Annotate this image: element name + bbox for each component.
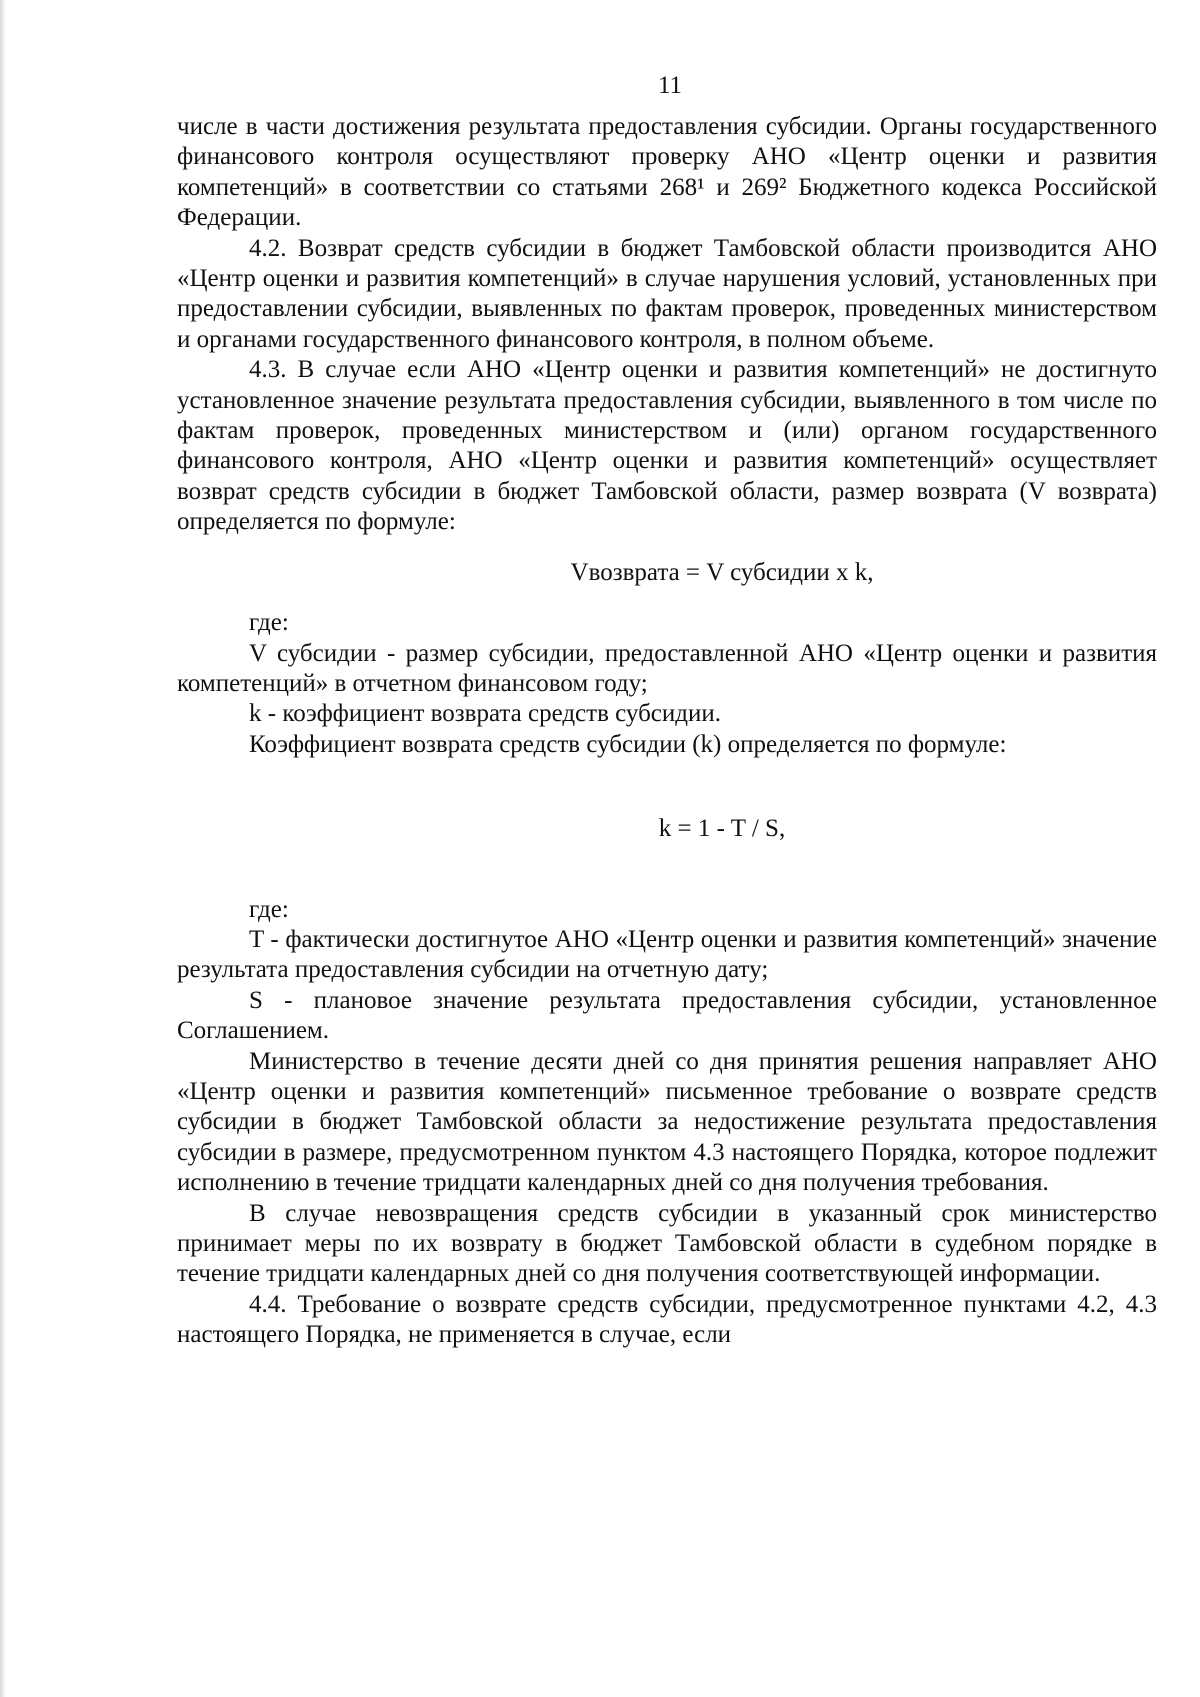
definition-t: T - фактически достигнутое АНО «Центр оценки и развития компетенций» значение результата предоставления субсидии на отчетную дату;: [177, 925, 1157, 984]
formula-return-amount: Vвозврата = V субсидии x k,: [570, 558, 874, 586]
paragraph-4-3: 4.3. В случае если АНО «Центр оценки и развития компетенций» не достигнуто установленное значение результата предоставления субсидии, выявленного в том числе по фактам проверок, проведенных министерством и (или) органом государственного финансового контроля, АНО «Центр оценки и развития компетенций» осуществляет возврат средств субсидии в бюджет Тамбовской области, размер возврата (V возврата) определяется по формуле:: [177, 356, 1157, 536]
definition-k: k - коэффициент возврата средств субсидии.: [249, 700, 721, 728]
document-body: [177, 112, 1157, 1351]
paragraph-non-return: В случае невозвращения средств субсидии в указанный срок министерство принимает меры по их возврату в бюджет Тамбовской области в судебном порядке в течение тридцати календарных дней со дня получения соответствующей информации.: [177, 1199, 1157, 1288]
page-number: 11: [657, 72, 683, 99]
where-label-2: где:: [249, 895, 289, 923]
k-formula-intro: Коэффициент возврата средств субсидии (k) определяется по формуле:: [249, 730, 1007, 758]
paragraph-continuation: числе в части достижения результата предоставления субсидии. Органы государственного финансового контроля осуществляют проверку АНО «Центр оценки и развития компетенций» в соответствии со статьями 268¹ и 269² Бюджетного кодекса Российской Федерации.: [177, 113, 1157, 232]
formula-coefficient: k = 1 - T / S,: [658, 815, 786, 843]
where-label-1: где:: [249, 609, 289, 637]
scan-edge-shadow: [0, 0, 6, 1697]
paragraph-ministry-demand: Министерство в течение десяти дней со дня принятия решения направляет АНО «Центр оценки и развития компетенций» письменное требование о возврате средств субсидии в бюджет Тамбовской области за недостижение результата предоставления субсидии в размере, предусмотренном пунктом 4.3 настоящего Порядка, которое подлежит исполнению в течение тридцати календарных дней со дня получения требования.: [177, 1047, 1157, 1197]
paragraph-4-4: 4.4. Требование о возврате средств субсидии, предусмотренное пунктами 4.2, 4.3 настоящего Порядка, не применяется в случае, если: [177, 1290, 1157, 1349]
paragraph-4-2: 4.2. Возврат средств субсидии в бюджет Тамбовской области производится АНО «Центр оценки и развития компетенций» в случае нарушения условий, установленных при предоставлении субсидии, выявленных по фактам проверок, проведенных министерством и органами государственного финансового контроля, в полном объеме.: [177, 234, 1157, 353]
definition-s: S - плановое значение результата предоставления субсидии, установленное Соглашением.: [177, 986, 1157, 1045]
definition-v-subsidy: V субсидии - размер субсидии, предоставленной АНО «Центр оценки и развития компетенций» в отчетном финансовом году;: [177, 639, 1157, 697]
